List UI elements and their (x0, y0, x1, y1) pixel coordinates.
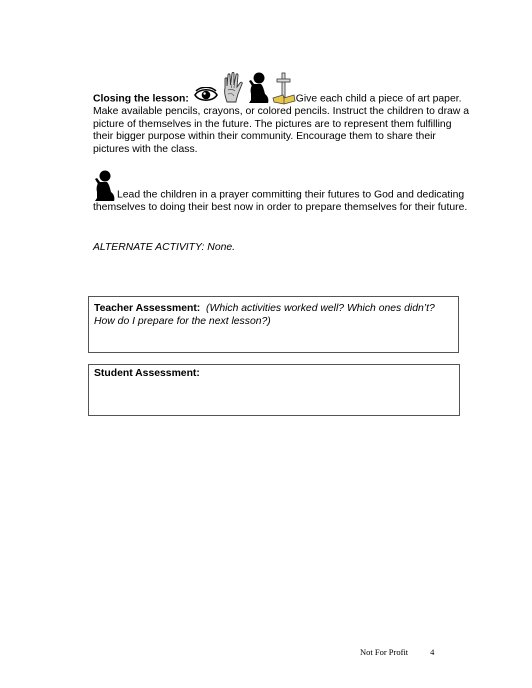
closing-section (93, 70, 473, 156)
teacher-assessment-prompt: (Which activities worked well? Which ones didn’t? How do I prepare for the next lesson?) (94, 303, 435, 327)
teacher-assessment-box (88, 296, 459, 353)
eye-icon (194, 87, 218, 103)
closing-body: Give each child a piece of art paper. Make available pencils, crayons, or colored pencils. Instruct the children to draw a picture of themselves in the future. The pictures are to represent them fulfilling their bigger purpose within their community. Encourage them to share their pictures with the class. (93, 93, 469, 155)
prayer-icon-wrapper (93, 170, 117, 202)
closing-icons (192, 70, 295, 106)
student-assessment-box (88, 364, 460, 416)
hand-icon (222, 72, 244, 104)
praying-child-icon (248, 72, 270, 104)
prayer-body: Lead the children in a prayer committing their futures to God and dedicating themselves to doing their best now in order to prepare themselves for their future. (93, 189, 468, 213)
praying-child-icon (93, 170, 117, 202)
page-footer (360, 647, 434, 657)
footer-text: Not For Profit (360, 647, 409, 657)
prayer-section (93, 170, 478, 215)
student-assessment-label: Student Assessment: (94, 368, 200, 379)
closing-heading: Closing the lesson: (93, 93, 189, 105)
cross-bible-icon (272, 71, 296, 105)
alternate-activity: ALTERNATE ACTIVITY: None. (93, 242, 236, 253)
teacher-assessment-label: Teacher Assessment: (94, 303, 201, 314)
page-number: 4 (430, 647, 435, 657)
